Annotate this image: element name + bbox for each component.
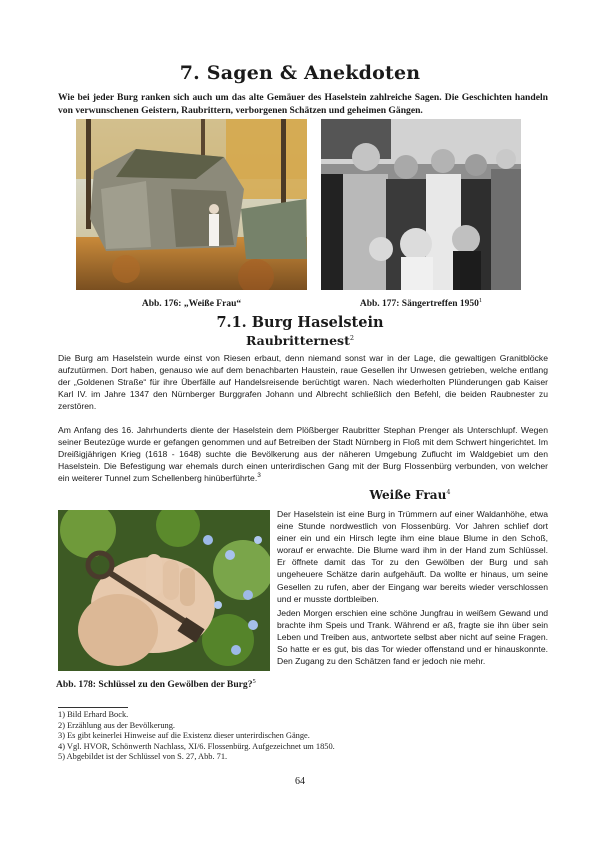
footnote: 4) Vgl. HVOR, Schönwerth Nachlass, XI/6. Flossenbürg. Aufgezeichnet um 1850. <box>58 741 335 751</box>
footnote-ref: 3 <box>257 472 261 480</box>
page-number: 64 <box>295 776 305 787</box>
footnote: 3) Es gibt keinerlei Hinweise auf die Existenz dieser unterirdischen Gänge. <box>58 731 310 741</box>
photo-weisse-frau <box>76 119 307 290</box>
rock-figure-image <box>76 119 307 290</box>
footnote-divider <box>58 707 128 708</box>
section-subtitle: Raubritternest$^2$ <box>245 333 355 348</box>
figure-caption: Abb. 178: Schlüssel zu den Gewölben der Burg?$^5$ <box>56 677 256 690</box>
footnote-ref: 2 <box>349 333 355 342</box>
body-paragraph: Am Anfang des 16. Jahrhunderts diente der Haselstein dem Plößberger Raubritter Stephan Prenger als Unterschlupf. Wegen seiner Beutezüge wurde er gefangen genommen und auf Betreiben der Stadt Nürnberg in Floß mit dem Schwert hingerichtet. Im Dreißigjährigen Krieg (1618 - 1648) suchte die Bevölkerung aus der näheren Umgebung Zuflucht im Waldgebiet um den Haselstein. Die Befestigung war ehemals durch einen unterirdischen Gang mit der Burg Flossenbürg verbunden, von welcher ein weiterer Tunnel zum Schellenberg hinüberführte.$^3$ <box>58 425 548 484</box>
hand-key-image <box>58 510 270 671</box>
footnote: 5) Abgebildet ist der Schlüssel von S. 27, Abb. 71. <box>58 752 228 762</box>
section-title: 7.1. Burg Haselstein <box>216 314 384 331</box>
figure-caption: Abb. 177: Sängertreffen 1950$^1$ <box>359 296 483 309</box>
photo-schluessel <box>58 510 270 671</box>
legend-title: Weiße Frau$^4$ <box>369 488 451 502</box>
footnote-ref: 4 <box>446 488 451 496</box>
body-paragraph: Die Burg am Haselstein wurde einst von Riesen erbaut, denn niemand sonst war in der Lage, die gewaltigen Granitblöcke aufzutürmen. Dort haben, genauso wie auf dem benachbarten Haustein, raue Gesellen ihr Unwesen getrieben, welche entlang der „Goldenen Straße“ für ihre Überfälle auf Handelsreisende berüchtigt waren. Nach wiederholten Plünderungen gab Kaiser Karl IV. im Jahre 1347 den Nürnberger Burggrafen Johann und Albrecht schließlich den Befehl, die beiden Raubnester zu zerstören. <box>58 353 548 412</box>
legend-paragraph: Jeden Morgen erschien eine schöne Jungfrau in weißem Gewand und brachte ihm Speis und Trank. Während er aß, fragte sie ihn über sein Leben und Treiben aus, antwortete selbst aber nicht auf seine Fragen. So hatte er es gut, bis das Tor wieder offenstand und er hinauskonnte. Den Zugang zu den Schätzen fand er jedoch nie mehr. <box>277 608 548 667</box>
photo-saengertreffen <box>321 119 521 290</box>
footnotes <box>58 710 548 763</box>
footnote-ref: 1 <box>478 296 483 304</box>
footnote: 1) Bild Erhard Bock. <box>58 710 129 719</box>
footnote-ref: 5 <box>252 677 256 685</box>
legend-paragraph: Der Haselstein ist eine Burg in Trümmern auf einer Waldanhöhe, etwa eine Stunde nordwestlich von Flossenbürg. Vor Jahren schlief dort einer ein und ein Hirsch legte ihm eine blaue Blume in den Schoß, worauf er erwachte. Die Blume ward ihm in der Hand zum Schlüssel. Er öffnete damit das Tor zu den Gewölben der Burg und sah ungeheuere Schätze darin aufgehäuft. Da wollte er hinaus, um seine Gesellen zu rufen, aber der Eingang war bereits wieder verschlossen und er musste dortbleiben. <box>277 509 548 604</box>
chapter-title: 7. Sagen & Anekdoten <box>179 62 421 84</box>
footnote: 2) Erzählung aus der Bevölkerung. <box>58 720 175 730</box>
chapter-intro: Wie bei jeder Burg ranken sich auch um das alte Gemäuer des Haselstein zahlreiche Sagen. Die Geschichten handeln von verwunschenen Geistern, Raubrittern, verborgenen Schätzen und geheimen Gängen. <box>58 92 548 116</box>
crowd-image <box>321 119 521 290</box>
figure-caption: Abb. 176: „Weiße Frau“ <box>141 299 242 309</box>
